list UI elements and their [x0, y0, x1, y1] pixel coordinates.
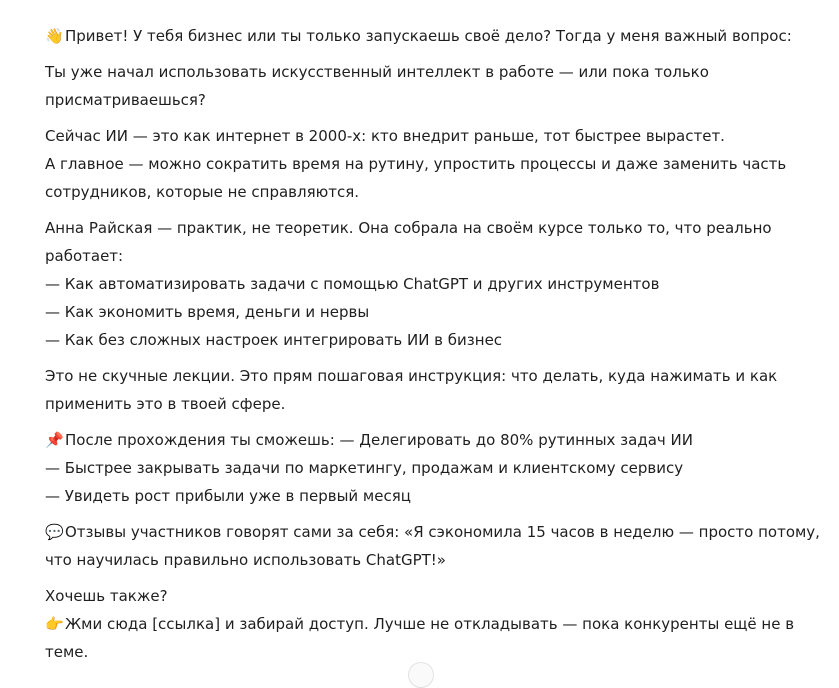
greeting-text: Привет! У тебя бизнес или ты только запускаешь своё дело? Тогда у меня важный вопрос:: [65, 27, 792, 45]
context-paragraph: [45, 122, 805, 206]
text-line: А главное — можно сократить время на рутину, упростить процессы и даже заменить часть: [45, 155, 787, 173]
list-item: — Увидеть рост прибыли уже в первый месяц: [45, 487, 411, 505]
reviews-text: Отзывы участников говорят сами за себя: «Я сэкономила 15 часов в неделю — просто потому,: [65, 523, 820, 541]
list-item: — Быстрее закрывать задачи по маркетингу, продажам и клиентскому сервису: [45, 459, 684, 477]
waving-hand-icon: 👋: [45, 27, 64, 45]
reviews-paragraph: [45, 518, 820, 574]
text-line: Сейчас ИИ — это как интернет в 2000-х: кто внедрит раньше, тот быстрее вырастет.: [45, 127, 725, 145]
list-item: — Как без сложных настроек интегрировать ИИ в бизнес: [45, 331, 503, 349]
scroll-down-button[interactable]: [408, 662, 434, 688]
chat-message: [45, 22, 820, 674]
pushpin-icon: 📌: [45, 431, 64, 449]
text-line: Это не скучные лекции. Это прям пошаговая инструкция: что делать, куда нажимать и как: [45, 367, 778, 385]
text-line: сотрудников, которые не справляются.: [45, 183, 360, 201]
text-line: Хочешь также?: [45, 587, 168, 605]
text-line: применить это в твоей сфере.: [45, 395, 286, 413]
text-line: [45, 518, 820, 546]
text-line: что научилась правильно использовать ChatGPT!»: [45, 551, 446, 569]
question-paragraph: [45, 58, 805, 114]
instruction-paragraph: [45, 362, 805, 418]
pointing-hand-icon: 👉: [45, 615, 64, 633]
greeting-line: [45, 22, 805, 50]
course-paragraph: [45, 214, 805, 354]
text-line: [45, 610, 805, 638]
text-line: [45, 426, 805, 454]
cta-text: Жми сюда [ссылка] и забирай доступ. Лучше не откладывать — пока конкуренты ещё не в: [65, 615, 795, 633]
text-line: Ты уже начал использовать искусственный интеллект в работе — или пока только: [45, 63, 709, 81]
list-item: — Как автоматизировать задачи с помощью ChatGPT и других инструментов: [45, 275, 660, 293]
text-line: работает:: [45, 247, 124, 265]
text-line: присматриваешься?: [45, 91, 206, 109]
benefits-paragraph: [45, 426, 805, 510]
text-line: теме.: [45, 643, 89, 661]
cta-paragraph: [45, 582, 805, 666]
benefits-text: После прохождения ты сможешь: — Делегировать до 80% рутинных задач ИИ: [65, 431, 693, 449]
list-item: — Как экономить время, деньги и нервы: [45, 303, 370, 321]
speech-bubble-icon: 💬: [45, 523, 64, 541]
text-line: Анна Райская — практик, не теоретик. Она собрала на своём курсе только то, что реально: [45, 219, 772, 237]
greeting-paragraph: [45, 22, 805, 50]
